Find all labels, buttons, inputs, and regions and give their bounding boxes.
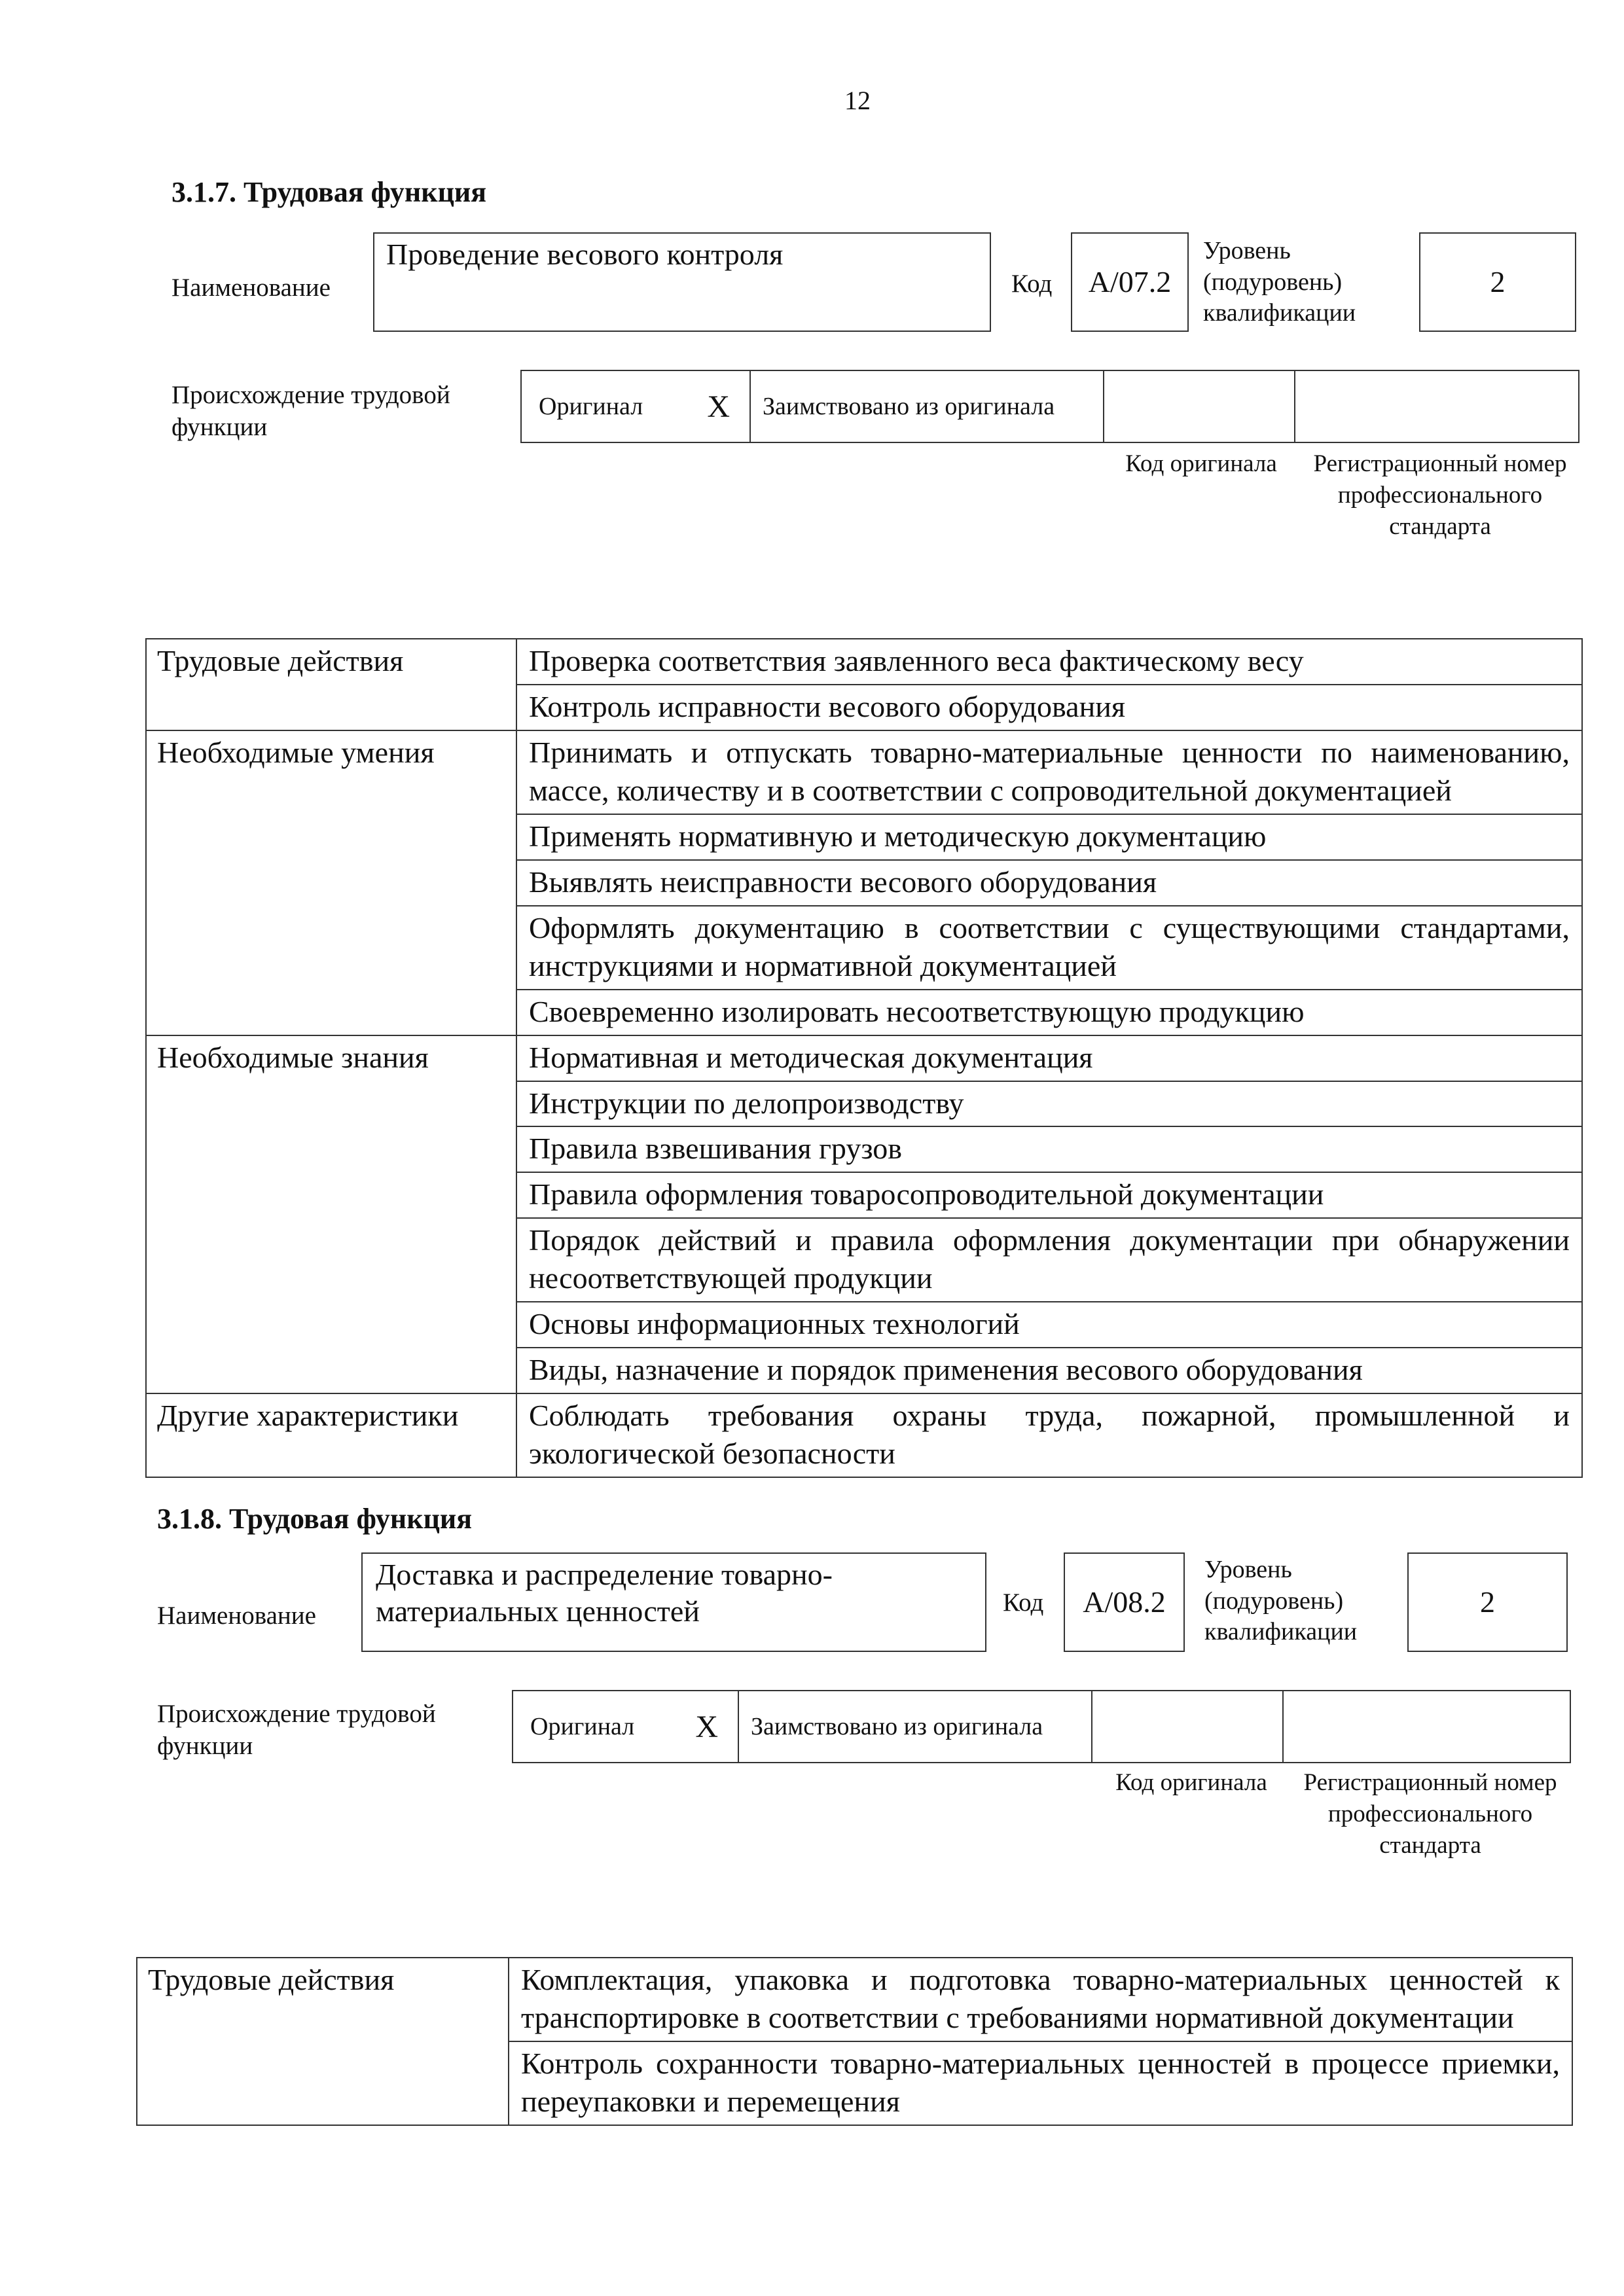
code-value-box xyxy=(1064,1552,1185,1652)
level-value-box xyxy=(1407,1552,1568,1652)
table-cell: Порядок действий и правила оформления документации при обнаружении несоответствующей продукции xyxy=(516,1218,1582,1302)
section-heading-3-1-7: 3.1.7. Трудовая функция xyxy=(171,176,487,208)
level-label: Уровень (подуровень) квалификации xyxy=(1204,1556,1358,1645)
row-header: Другие характеристики xyxy=(146,1393,516,1477)
reg-number-caption: Регистрационный номер профессионального стандарта xyxy=(1303,1769,1557,1859)
table-cell: Основы информационных технологий xyxy=(516,1302,1582,1348)
name-value-box xyxy=(373,232,991,332)
row-header: Трудовые действия xyxy=(146,639,516,730)
original-mark: X xyxy=(695,1709,718,1744)
level-value-box xyxy=(1419,232,1576,332)
table-cell: Правила оформления товаросопроводительной документации xyxy=(516,1172,1582,1218)
function-table-3-1-8 xyxy=(136,1957,1573,2126)
borrowed-label: Заимствовано из оригинала xyxy=(763,393,1055,420)
table-row xyxy=(146,730,1582,814)
reg-number-cell xyxy=(1284,1691,1570,1762)
reg-number-cell xyxy=(1295,371,1578,442)
original-label: Оригинал xyxy=(530,1713,635,1740)
borrowed-cell xyxy=(751,371,1104,442)
orig-code-caption: Код оригинала xyxy=(1125,450,1277,477)
orig-code-caption: Код оригинала xyxy=(1115,1769,1267,1796)
table-cell: Своевременно изолировать несоответствующую продукцию xyxy=(516,990,1582,1035)
origin-label: Происхождение трудовой функции xyxy=(171,381,450,441)
section-heading-3-1-8: 3.1.8. Трудовая функция xyxy=(157,1503,473,1535)
table-row xyxy=(146,639,1582,685)
name-value: Проведение весового контроля xyxy=(386,238,784,271)
table-cell: Контроль исправности весового оборудования xyxy=(516,685,1582,730)
code-label: Код xyxy=(1003,1588,1044,1617)
table-cell: Применять нормативную и методическую документацию xyxy=(516,814,1582,860)
origin-row xyxy=(512,1690,1571,1763)
reg-number-caption: Регистрационный номер профессионального стандарта xyxy=(1313,450,1567,541)
level-value: 2 xyxy=(1490,264,1506,298)
row-header: Необходимые умения xyxy=(146,730,516,1035)
origin-label: Происхождение трудовой функции xyxy=(157,1700,436,1760)
table-row xyxy=(146,1393,1582,1477)
origin-row xyxy=(520,370,1579,443)
name-value: Доставка и распределение товарно-материальных ценностей xyxy=(376,1558,833,1628)
original-label: Оригинал xyxy=(539,393,643,420)
table-cell: Инструкции по делопроизводству xyxy=(516,1081,1582,1127)
row-header: Необходимые знания xyxy=(146,1035,516,1394)
table-cell: Проверка соответствия заявленного веса фактическому весу xyxy=(516,639,1582,685)
code-value: A/08.2 xyxy=(1083,1585,1166,1619)
level-value: 2 xyxy=(1480,1585,1495,1619)
code-value: A/07.2 xyxy=(1088,264,1172,298)
original-cell xyxy=(513,1691,739,1762)
page-number: 12 xyxy=(844,86,871,115)
orig-code-cell xyxy=(1092,1691,1284,1762)
table-row xyxy=(146,1035,1582,1081)
table-cell: Принимать и отпускать товарно-материальные ценности по наименованию, массе, количеству и в соответствии с сопроводительной документацией xyxy=(516,730,1582,814)
original-mark: X xyxy=(707,389,730,424)
function-table-3-1-7 xyxy=(145,638,1583,1478)
table-cell: Соблюдать требования охраны труда, пожарной, промышленной и экологической безопасности xyxy=(516,1393,1582,1477)
table-cell: Оформлять документацию в соответствии с существующими стандартами, инструкциями и нормативной документацией xyxy=(516,906,1582,990)
table-cell: Выявлять неисправности весового оборудования xyxy=(516,860,1582,906)
table-cell: Правила взвешивания грузов xyxy=(516,1126,1582,1172)
code-label: Код xyxy=(1011,270,1053,298)
borrowed-cell xyxy=(739,1691,1092,1762)
name-label: Наименование xyxy=(171,274,331,302)
level-label: Уровень (подуровень) квалификации xyxy=(1203,237,1356,327)
borrowed-label: Заимствовано из оригинала xyxy=(751,1713,1043,1740)
name-value-box xyxy=(361,1552,986,1652)
code-value-box xyxy=(1071,232,1189,332)
table-cell: Комплектация, упаковка и подготовка товарно-материальных ценностей к транспортировке в соответствии с требованиями нормативной документации xyxy=(509,1958,1572,2041)
table-cell: Виды, назначение и порядок применения весового оборудования xyxy=(516,1348,1582,1393)
table-cell: Нормативная и методическая документация xyxy=(516,1035,1582,1081)
table-row xyxy=(137,1958,1572,2041)
row-header: Трудовые действия xyxy=(137,1958,509,2125)
table-cell: Контроль сохранности товарно-материальных ценностей в процессе приемки, переупаковки и перемещения xyxy=(509,2041,1572,2125)
orig-code-cell xyxy=(1104,371,1295,442)
name-label: Наименование xyxy=(157,1602,316,1630)
original-cell xyxy=(522,371,751,442)
